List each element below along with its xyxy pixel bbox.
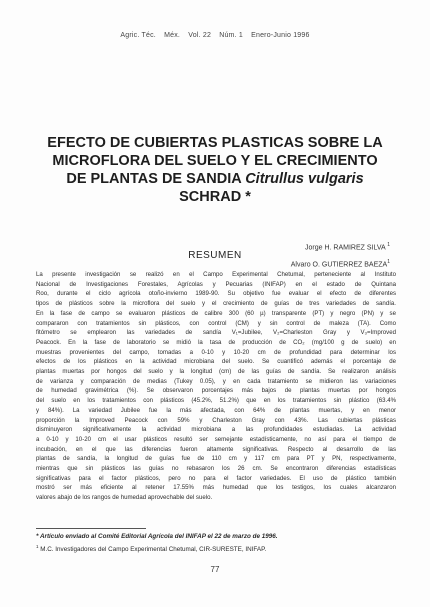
title-line-2: MICROFLORA DEL SUELO Y EL CRECIMIENTO <box>52 153 378 169</box>
journal-period: Enero-Junio 1996 <box>251 32 310 39</box>
author-mark: 1 <box>387 259 390 266</box>
abstract-line: La presente investigación se realizó en el Campo Experimental Chetumal, perteneciente al Instituto <box>36 271 396 278</box>
abstract-body <box>36 270 396 503</box>
abstract-line: Roo, durante el ciclo agrícola otoño-invierno 1989-90. Su objetivo fue evaluar el efecto de diferentes <box>36 290 396 298</box>
footnote-affiliation <box>36 542 396 555</box>
abstract-line: mientras que sin plásticos las guías no rebasaron los 26 cm. Se encontraron diferencias estadísticas <box>36 465 396 473</box>
abstract-line: mostró ser más eficiente al retener 17.55% más humedad que los testigos, los cuales alcanzaron <box>36 484 396 492</box>
title-line-3 <box>30 170 400 188</box>
title-line-3-prefix: DE PLANTAS DE SANDIA <box>66 171 246 187</box>
abstract-line: tipos de plásticos sobre la microflora del suelo y el crecimiento de guías de tres variedades de sandía. <box>36 300 396 308</box>
journal-name: Agric. Téc. <box>120 32 156 39</box>
title-line-1: EFECTO DE CUBIERTAS PLASTICAS SOBRE LA <box>47 135 383 151</box>
journal-header <box>0 32 430 39</box>
footnote-submission: * Artículo enviado al Comité Editorial Agrícola del INIFAP el 22 de marzo de 1996. <box>36 533 278 540</box>
abstract-line: proporción la Improved Peacock con 59% y Charleston Gray con 43%. Las cubiertas plásticas <box>36 416 396 424</box>
section-heading: RESUMEN <box>188 250 242 261</box>
abstract-line: fitómetro se emplearon las variedades de sandía V₁=Jubilee, V₂=Charleston Gray y V₃=Improved <box>36 329 396 337</box>
abstract-line: de varianza y comparación de medias (Tukey 0.05), y en cada tratamiento se midieron las variaciones <box>36 377 396 385</box>
title-line-4: SCHRAD * <box>179 189 251 205</box>
abstract-line: plantas muertas por hongos del suelo y la longitud (cm) de las guías de sandía. Se realizaron análisis <box>36 368 396 376</box>
abstract-line: incubación, en el que las diferencias fueron altamente significativas. Respecto al desarrollo de las <box>36 445 396 453</box>
abstract-line: a 0-10 y 10-20 cm el usar plásticos resultó ser semejante estadísticamente, no así para el tiempo de <box>36 435 396 443</box>
journal-number: Núm. 1 <box>219 32 243 39</box>
abstract-line: efectos de los plásticos en la actividad microbiana del suelo. Se cuantificó además el porcentaje de <box>36 358 396 366</box>
journal-volume: Vol. 22 <box>188 32 212 39</box>
abstract-line: disminuyeron significativamente la actividad microbiana a las profundidades estudiadas. La actividad <box>36 426 396 434</box>
abstract-line: significativas para el factor plásticos, pero no para el factor variedades. El uso de plástico también <box>36 474 396 482</box>
abstract-line: muestras provenientes del campo, tomadas a 0-10 y 10-20 cm de profundidad para determinar los <box>36 348 396 356</box>
abstract-line: y 84%). La variedad Jubilee fue la más afectada, con 64% de plantas muertas, y en menor <box>36 406 396 414</box>
footnotes <box>36 532 396 555</box>
abstract-line: del suelo en los tratamientos con plásticos (45.2%, 51.2%) que en los tratamientos sin plástico (63.4% <box>36 397 396 405</box>
abstract-line: Peacock. En la fase de laboratorio se midió la tasa de producción de CO₂ (mg/100 g de suelo) en <box>36 338 396 346</box>
footnote-mark: 1 <box>36 544 39 549</box>
paper-title <box>30 134 400 206</box>
abstract-line: plantas de sandía, la longitud de guías fue de 110 cm y 117 cm para PT y PN, respectivamente, <box>36 455 396 463</box>
author-mark: 1 <box>387 242 390 248</box>
page-number: 77 <box>210 565 220 574</box>
abstract-line: de humedad gravimétrica (%). Se observaron porcentajes más bajos de plantas muertas por hongos <box>36 387 396 395</box>
footnote-affiliation-text: M.C. Investigadores del Campo Experimental Chetumal, CIR-SURESTE, INIFAP. <box>40 546 267 554</box>
author-name: Jorge H. RAMIREZ SILVA <box>305 244 386 252</box>
abstract-line: En la fase de campo se evaluaron plásticos de calibre 300 (60 µ) transparente (PT) y negro (PN) y se <box>36 309 396 317</box>
abstract-line: compararon con tratamientos sin plásticos, con control (CM) y sin control de maleza (TA). Como <box>36 319 396 327</box>
footnote-divider <box>36 528 146 529</box>
abstract-line: Nacional de Investigaciones Forestales, Agrícolas y Pecuarias (INIFAP) en el estado de Quintana <box>36 280 396 288</box>
abstract-line: valores abajo de los rangos de humedad aprovechable del suelo. <box>36 494 213 502</box>
author-name: Alvaro O. GUTIERREZ BAEZA <box>290 261 388 269</box>
journal-country: Méx. <box>164 32 181 39</box>
species-name: Citrullus vulgaris <box>245 171 364 187</box>
